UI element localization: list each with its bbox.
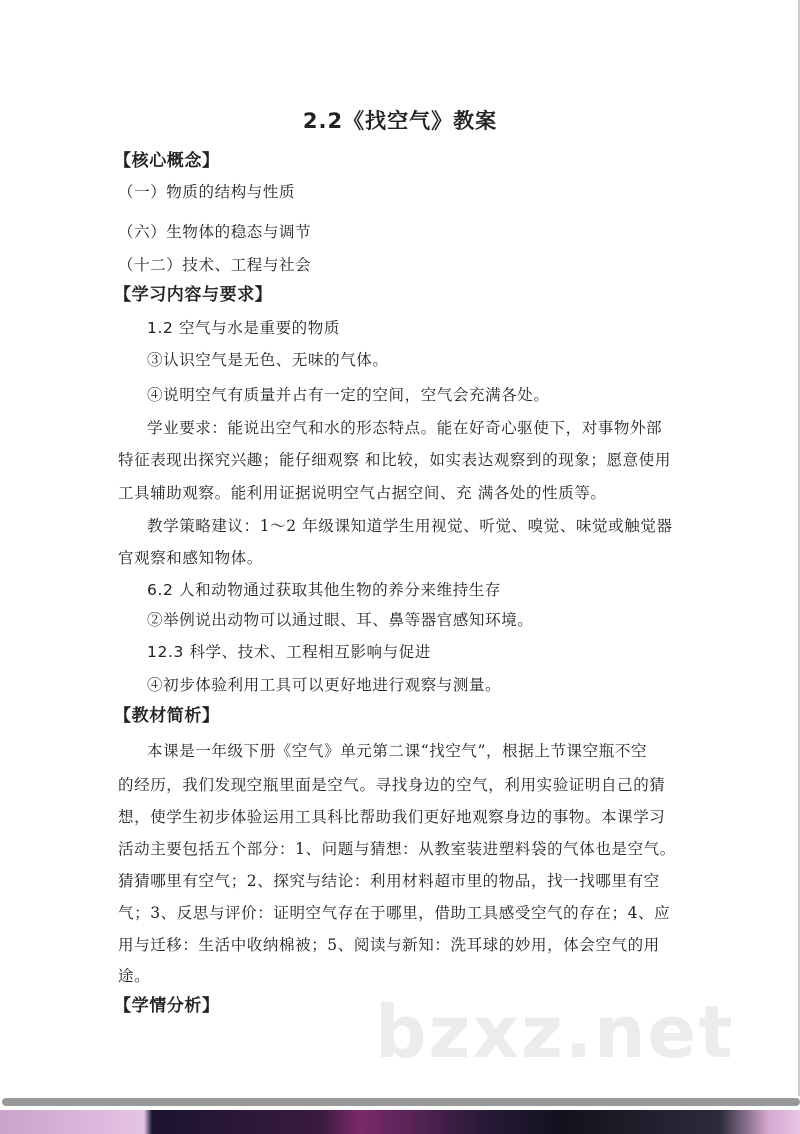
horizontal-scrollbar[interactable] xyxy=(2,1098,800,1106)
learning-line: ④初步体验利用工具可以更好地进行观察与测量。 xyxy=(147,676,502,694)
document-title: 2.2《找空气》教案 xyxy=(302,109,498,133)
background-strip xyxy=(0,1110,800,1134)
heading-learning: 【学习内容与要求】 xyxy=(114,285,273,305)
learning-line: ③认识空气是无色、无味的气体。 xyxy=(147,351,389,369)
learning-line: 12.3 科学、技术、工程相互影响与促进 xyxy=(147,643,431,661)
paragraph-line: 想，使学生初步体验运用工具科比帮助我们更好地观察身边的事物。本课学习 xyxy=(118,808,666,826)
heading-textbook: 【教材简析】 xyxy=(114,706,220,726)
paragraph-line: 途。 xyxy=(118,967,151,985)
paragraph-line: 教学策略建议：1～2 年级课知道学生用视觉、听觉、嗅觉、味觉或触觉器 xyxy=(147,517,673,535)
paragraph-line: 学业要求：能说出空气和水的形态特点。能在好奇心驱使下，对事物外部 xyxy=(147,419,663,437)
learning-line: 6.2 人和动物通过获取其他生物的养分来维持生存 xyxy=(147,581,501,599)
paragraph-line: 官观察和感知物体。 xyxy=(118,549,263,567)
learning-line: ②举例说出动物可以通过眼、耳、鼻等器官感知环境。 xyxy=(147,611,534,629)
paragraph-line: 猜猜哪里有空气；2、探究与结论：利用材料超市里的物品，找一找哪里有空 xyxy=(118,872,660,890)
learning-line: ④说明空气有质量并占有一定的空间，空气会充满各处。 xyxy=(147,386,550,404)
paragraph-line: 本课是一年级下册《空气》单元第二课“找空气”，根据上节课空瓶不空 xyxy=(147,742,648,760)
paragraph-line: 工具辅助观察。能利用证据说明空气占据空间、充 满各处的性质等。 xyxy=(118,484,607,502)
paragraph-line: 特征表现出探究兴趣；能仔细观察 和比较，如实表达观察到的现象；愿意使用 xyxy=(118,451,671,469)
heading-students: 【学情分析】 xyxy=(114,996,220,1016)
heading-core-concepts: 【核心概念】 xyxy=(114,151,220,171)
concept-item: （一）物质的结构与性质 xyxy=(118,183,296,201)
paragraph-line: 用与迁移：生活中收纳棉被；5、阅读与新知：洗耳球的妙用，体会空气的用 xyxy=(118,936,660,954)
paragraph-line: 活动主要包括五个部分：1、问题与猜想：从教室装进塑料袋的气体也是空气。 xyxy=(118,840,676,858)
concept-item: （六）生物体的稳态与调节 xyxy=(118,223,312,241)
paragraph-line: 的经历，我们发现空瓶里面是空气。寻找身边的空气，利用实验证明自己的猜 xyxy=(118,776,666,794)
concept-item: （十二）技术、工程与社会 xyxy=(118,256,312,274)
paragraph-line: 气；3、反思与评价：证明空气存在于哪里，借助工具感受空气的存在；4、应 xyxy=(118,904,671,922)
watermark: bzxz.net xyxy=(375,990,735,1074)
learning-line: 1.2 空气与水是重要的物质 xyxy=(147,319,340,337)
